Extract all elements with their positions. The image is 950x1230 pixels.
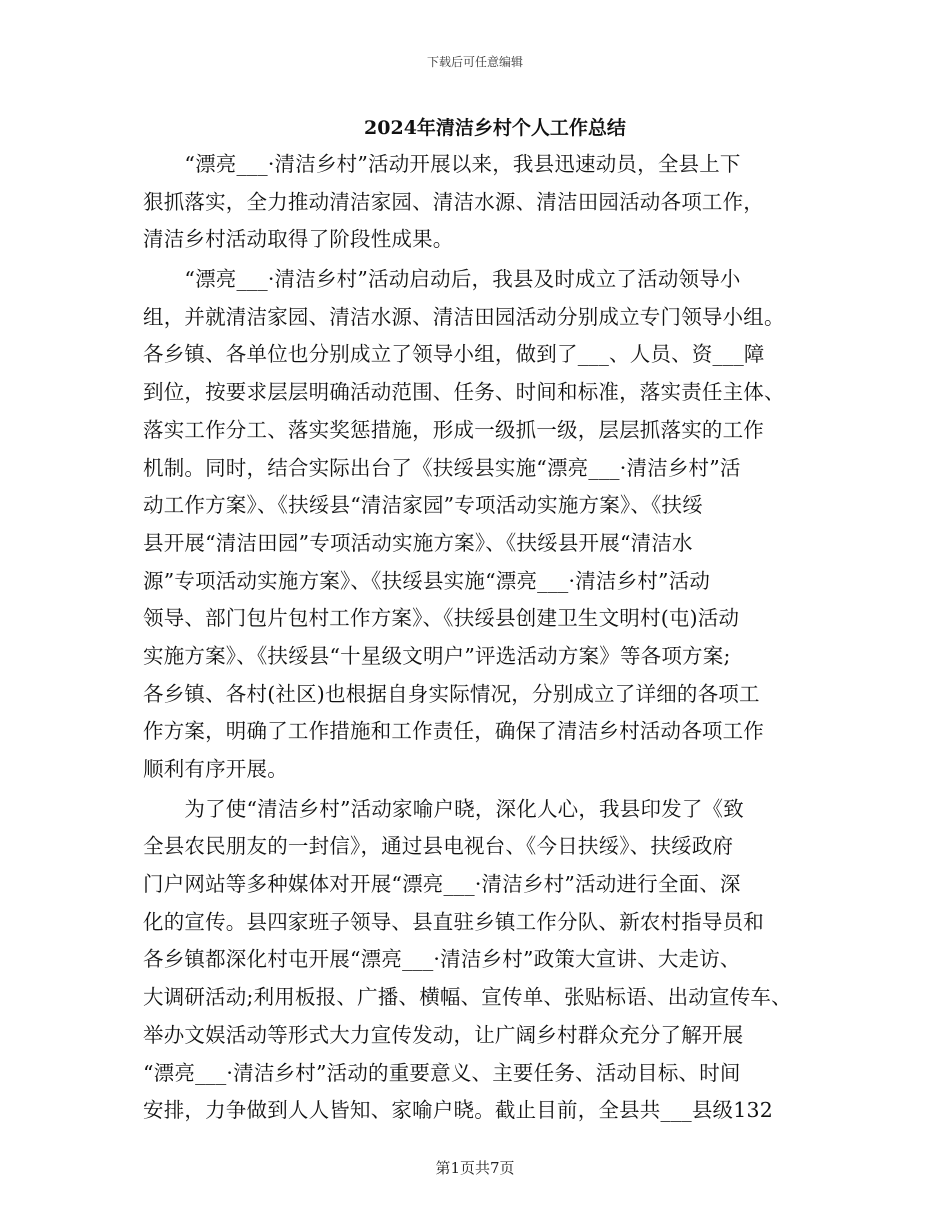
text-line: 源”专项活动实施方案》、《扶绥县实施“漂亮___·清洁乡村”活动 [143, 568, 711, 593]
text-line: 各乡镇都深化村屯开展“漂亮___·清洁乡村”政策大宣讲、大走访、 [143, 947, 741, 972]
text-line: 化的宣传。县四家班子领导、县直驻乡镇工作分队、新农村指导员和 [143, 909, 764, 934]
text-line: 组，并就清洁家园、清洁水源、清洁田园活动分别成立专门领导小组。 [143, 304, 785, 329]
text-line: 实施方案》、《扶绥县“十星级文明户”评选活动方案》等各项方案; [143, 643, 731, 668]
document-title: 2024年清洁乡村个人工作总结 [364, 117, 626, 139]
text-line: 各乡镇、各单位也分别成立了领导小组，做到了___、人员、资___障 [143, 342, 765, 367]
text-line: 县开展“清洁田园”专项活动实施方案》、《扶绥县开展“清洁水 [143, 530, 693, 555]
text-line: 到位，按要求层层明确活动范围、任务、时间和标准，落实责任主体、 [143, 380, 785, 405]
text-line: “漂亮___·清洁乡村”活动的重要意义、主要任务、活动目标、时间 [143, 1060, 741, 1085]
text-line: 为了使“清洁乡村”活动家喻户晓，深化人心，我县印发了《致 [143, 796, 744, 821]
text-line: 顺利有序开展。 [143, 757, 288, 781]
text-line: 安排，力争做到人人皆知、家喻户晓。截止目前，全县共___县级132 [143, 1098, 773, 1123]
text-line: “漂亮___·清洁乡村”活动开展以来，我县迅速动员，全县上下 [143, 152, 741, 176]
document-body [143, 146, 823, 1130]
text-line: 狠抓落实，全力推动清洁家园、清洁水源、清洁田园活动各项工作， [143, 189, 764, 214]
text-line: 举办文娱活动等形式大力宣传发动，让广阔乡村群众充分了解开展 [143, 1022, 744, 1047]
text-line: 各乡镇、各村(社区)也根据自身实际情况，分别成立了详细的各项工 [143, 681, 760, 706]
page-header-note: 下载后可任意编辑 [426, 55, 523, 69]
text-line: “漂亮___·清洁乡村”活动启动后，我县及时成立了活动领导小 [143, 267, 741, 292]
text-line: 动工作方案》、《扶绥县“清洁家园”专项活动实施方案》、《扶绥 [143, 493, 703, 518]
text-line: 机制。同时，结合实际出台了《扶绥县实施“漂亮___·清洁乡村”活 [143, 455, 741, 480]
text-line: 门户网站等多种媒体对开展“漂亮___·清洁乡村”活动进行全面、深 [143, 872, 741, 897]
text-line: 领导、部门包片包村工作方案》、《扶绥县创建卫生文明村(屯)活动 [143, 606, 740, 631]
text-line: 全县农民朋友的一封信》，通过县电视台、《今日扶绥》、扶绥政府 [143, 834, 734, 859]
text-line: 大调研活动;利用板报、广播、横幅、宣传单、张贴标语、出动宣传车、 [143, 985, 792, 1010]
text-line: 作方案，明确了工作措施和工作责任，确保了清洁乡村活动各项工作 [143, 719, 764, 744]
page-footer-number: 第1页共7页 [435, 1159, 515, 1177]
text-line: 落实工作分工、落实奖惩措施，形成一级抓一级，层层抓落实的工作 [143, 417, 764, 442]
text-line: 清洁乡村活动取得了阶段性成果。 [143, 227, 454, 252]
